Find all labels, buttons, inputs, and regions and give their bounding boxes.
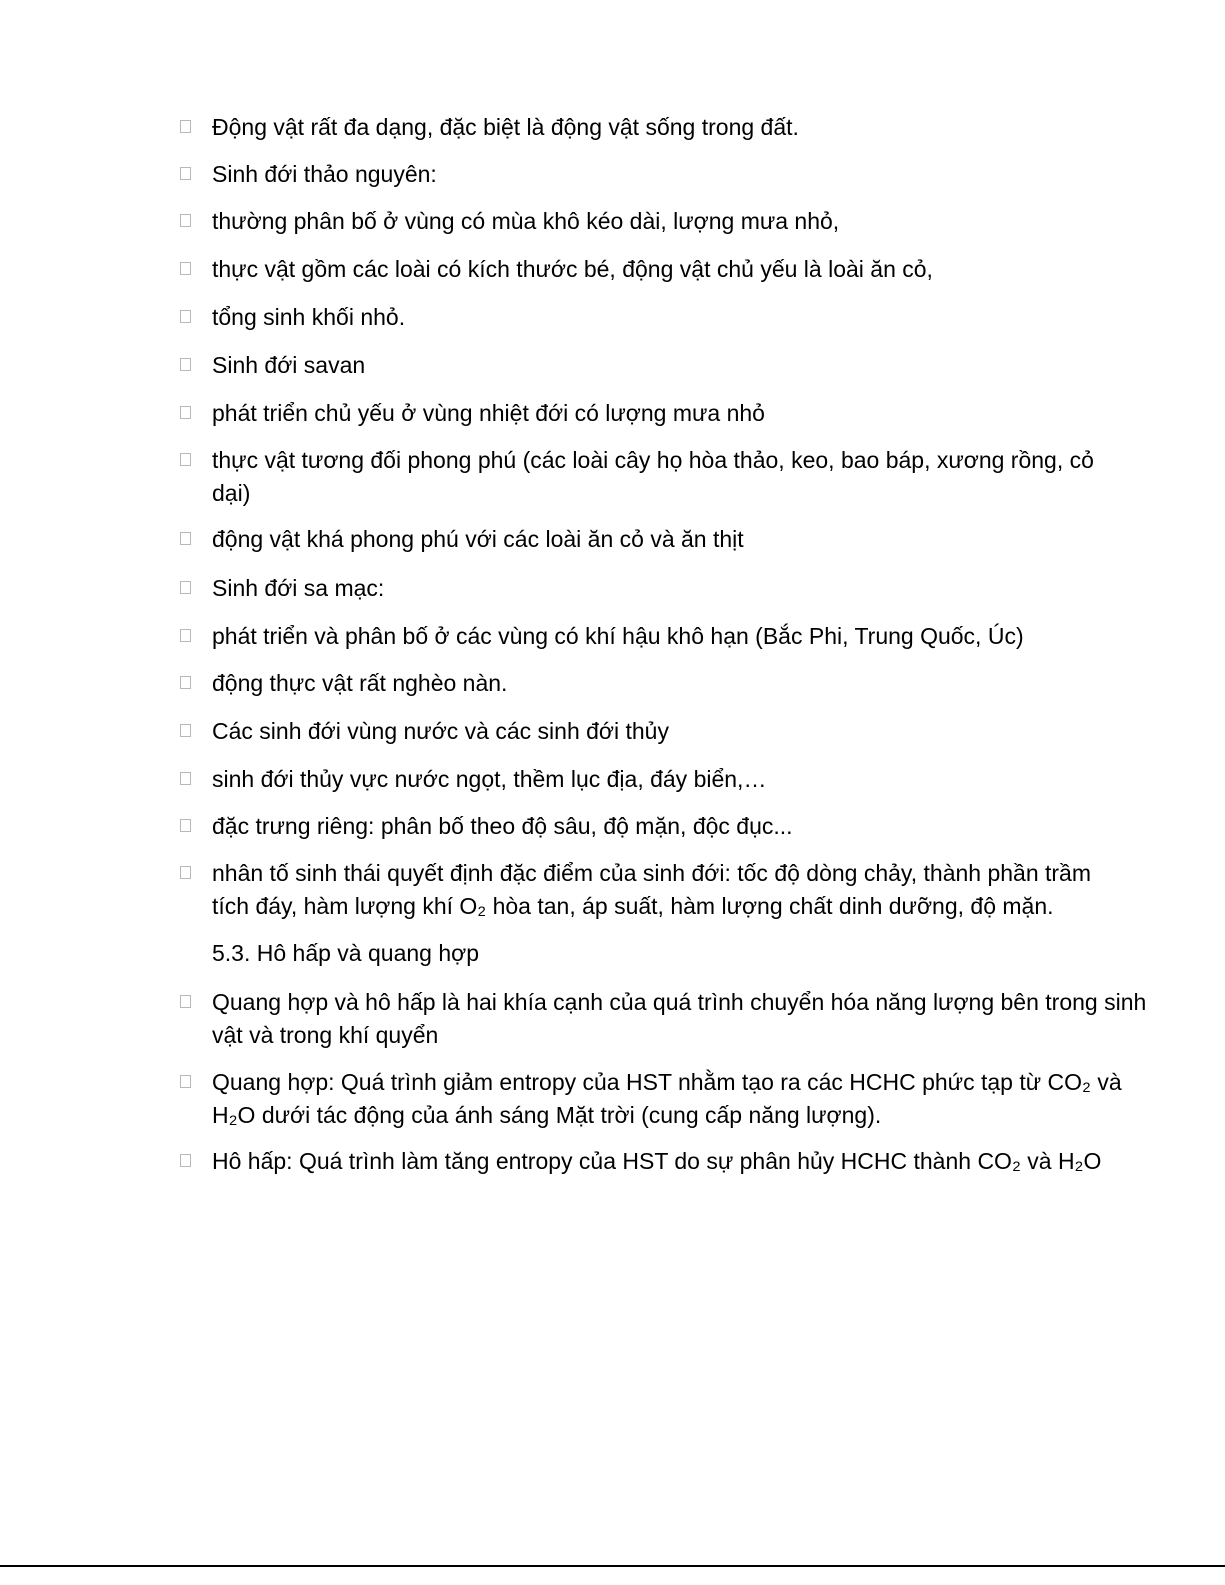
- list-item-continuation: dại): [212, 480, 251, 506]
- page-bottom-rule: [0, 1565, 1225, 1567]
- list-item-text: Hô hấp: Quá trình làm tăng entropy của HST do sự phân hủy HCHC thành CO₂ và H₂O: [212, 1148, 1102, 1174]
- bullet-box-icon: [180, 310, 191, 323]
- list-item-text: Sinh đới savan: [212, 352, 366, 378]
- bullet-box-icon: [180, 532, 191, 545]
- bullet-box-icon: [180, 358, 191, 371]
- bullet-box-icon: [180, 1075, 191, 1088]
- list-item-text: thường phân bố ở vùng có mùa khô kéo dài, lượng mưa nhỏ,: [212, 208, 840, 234]
- list-item-text: phát triển chủ yếu ở vùng nhiệt đới có lượng mưa nhỏ: [212, 400, 765, 426]
- list-item-text: thực vật gồm các loài có kích thước bé, động vật chủ yếu là loài ăn cỏ,: [212, 256, 933, 282]
- list-item-text: Quang hợp: Quá trình giảm entropy của HST nhằm tạo ra các HCHC phức tạp từ CO₂ và: [212, 1069, 1122, 1095]
- list-item-continuation: tích đáy, hàm lượng khí O₂ hòa tan, áp suất, hàm lượng chất dinh dưỡng, độ mặn.: [212, 893, 1054, 919]
- section-heading: 5.3. Hô hấp và quang hợp: [212, 940, 480, 966]
- bullet-box-icon: [180, 819, 191, 832]
- list-item-text: phát triển và phân bố ở các vùng có khí hậu khô hạn (Bắc Phi, Trung Quốc, Úc): [212, 623, 1024, 649]
- bullet-box-icon: [180, 581, 191, 594]
- list-item-text: Sinh đới sa mạc:: [212, 575, 385, 601]
- bullet-box-icon: [180, 724, 191, 737]
- bullet-box-icon: [180, 629, 191, 642]
- bullet-box-icon: [180, 120, 191, 133]
- bullet-box-icon: [180, 866, 191, 879]
- bullet-box-icon: [180, 1154, 191, 1167]
- list-item-text: nhân tố sinh thái quyết định đặc điểm của sinh đới: tốc độ dòng chảy, thành phần trầm: [212, 860, 1092, 886]
- list-item-text: động thực vật rất nghèo nàn.: [212, 670, 508, 696]
- list-item-text: động vật khá phong phú với các loài ăn cỏ và ăn thịt: [212, 526, 744, 552]
- bullet-box-icon: [180, 406, 191, 419]
- list-item-text: Quang hợp và hô hấp là hai khía cạnh của quá trình chuyển hóa năng lượng bên trong sinh: [212, 989, 1147, 1015]
- list-item-text: Sinh đới thảo nguyên:: [212, 161, 437, 187]
- bullet-box-icon: [180, 167, 191, 180]
- bullet-box-icon: [180, 262, 191, 275]
- list-item-text: Động vật rất đa dạng, đặc biệt là động vật sống trong đất.: [212, 114, 799, 140]
- list-item-text: đặc trưng riêng: phân bố theo độ sâu, độ mặn, độc đục...: [212, 813, 793, 839]
- bullet-box-icon: [180, 995, 191, 1008]
- list-item-text: thực vật tương đối phong phú (các loài cây họ hòa thảo, keo, bao báp, xương rồng, cỏ: [212, 447, 1094, 473]
- bullet-box-icon: [180, 676, 191, 689]
- list-item-continuation: vật và trong khí quyển: [212, 1022, 439, 1048]
- list-item-text: tổng sinh khối nhỏ.: [212, 304, 406, 330]
- bullet-box-icon: [180, 772, 191, 785]
- bullet-box-icon: [180, 214, 191, 227]
- list-item-continuation: H₂O dưới tác động của ánh sáng Mặt trời (cung cấp năng lượng).: [212, 1102, 882, 1128]
- list-item-text: Các sinh đới vùng nước và các sinh đới thủy: [212, 718, 669, 744]
- list-item-text: sinh đới thủy vực nước ngọt, thềm lục địa, đáy biển,…: [212, 766, 767, 792]
- bullet-box-icon: [180, 453, 191, 466]
